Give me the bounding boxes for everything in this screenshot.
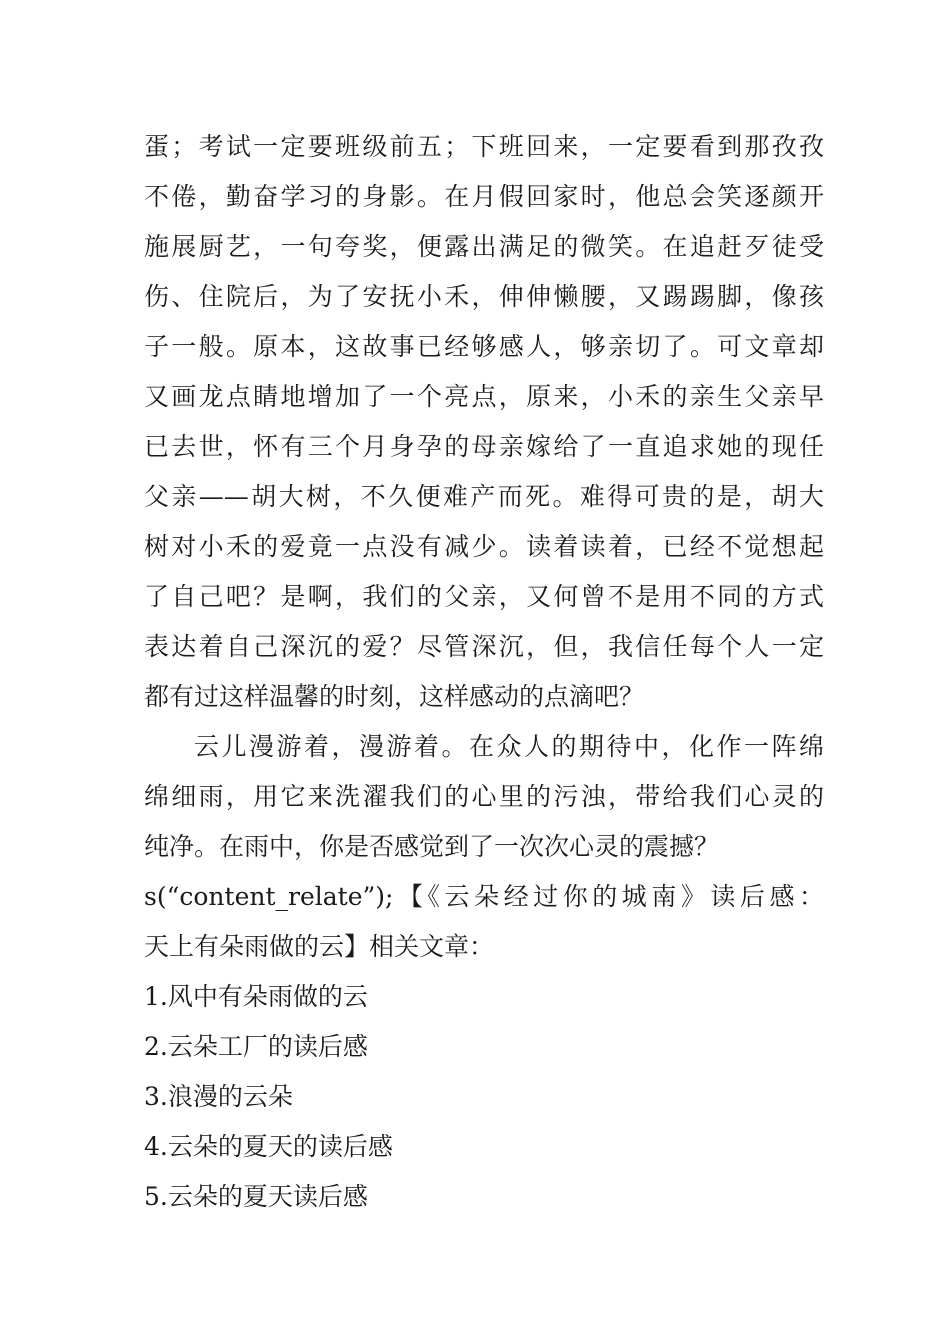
paragraph-1 — [144, 122, 824, 722]
related-link[interactable]: 1.风中有朵雨做的云 — [144, 982, 368, 1011]
paragraph-line: 已去世，怀有三个月身孕的母亲嫁给了一直追求她的现任 — [144, 432, 824, 461]
paragraph-line: 都有过这样温馨的时刻，这样感动的点滴吧？ — [144, 682, 645, 711]
paragraph-line: 又画龙点睛地增加了一个亮点，原来，小禾的亲生父亲早 — [144, 382, 824, 411]
paragraph-2 — [144, 722, 824, 872]
paragraph-line: 不倦，勤奋学习的身影。在月假回家时，他总会笑逐颜开 — [144, 182, 824, 211]
paragraph-line: 表达着自己深沉的爱？尽管深沉，但，我信任每个人一定 — [144, 632, 824, 661]
document-page — [144, 122, 824, 1222]
paragraph-line: 父亲——胡大树，不久便难产而死。难得可贵的是，胡大 — [144, 482, 824, 511]
paragraph-line: 施展厨艺，一句夸奖，便露出满足的微笑。在追赶歹徒受 — [144, 232, 824, 261]
paragraph-line: 子一般。原本，这故事已经够感人，够亲切了。可文章却 — [144, 332, 824, 361]
related-link[interactable]: 3.浪漫的云朵 — [144, 1082, 293, 1111]
paragraph-line: 蛋；考试一定要班级前五；下班回来，一定要看到那孜孜 — [144, 132, 824, 161]
related-link[interactable]: 5.云朵的夏天读后感 — [144, 1182, 368, 1211]
paragraph-line: 绵细雨，用它来洗濯我们的心里的污浊，带给我们心灵的 — [144, 782, 824, 811]
paragraph-line: 纯净。在雨中，你是否感觉到了一次次心灵的震撼？ — [144, 832, 720, 861]
related-link[interactable]: 2.云朵工厂的读后感 — [144, 1032, 368, 1061]
related-link[interactable]: 4.云朵的夏天的读后感 — [144, 1132, 393, 1161]
paragraph-line: 伤、住院后，为了安抚小禾，伸伸懒腰，又踢踢脚，像孩 — [144, 282, 824, 311]
related-heading-line: s(“content_relate”);【《云朵经过你的城南》读后感： — [144, 882, 824, 911]
paragraph-line: 树对小禾的爱竟一点没有减少。读着读着，已经不觉想起 — [144, 532, 824, 561]
paragraph-line: 了自己吧？是啊，我们的父亲，又何曾不是用不同的方式 — [144, 582, 824, 611]
paragraph-line: 云儿漫游着，漫游着。在众人的期待中，化作一阵绵 — [194, 732, 824, 761]
related-articles — [144, 872, 824, 1222]
related-heading-line: 天上有朵雨做的云】相关文章： — [144, 932, 495, 961]
